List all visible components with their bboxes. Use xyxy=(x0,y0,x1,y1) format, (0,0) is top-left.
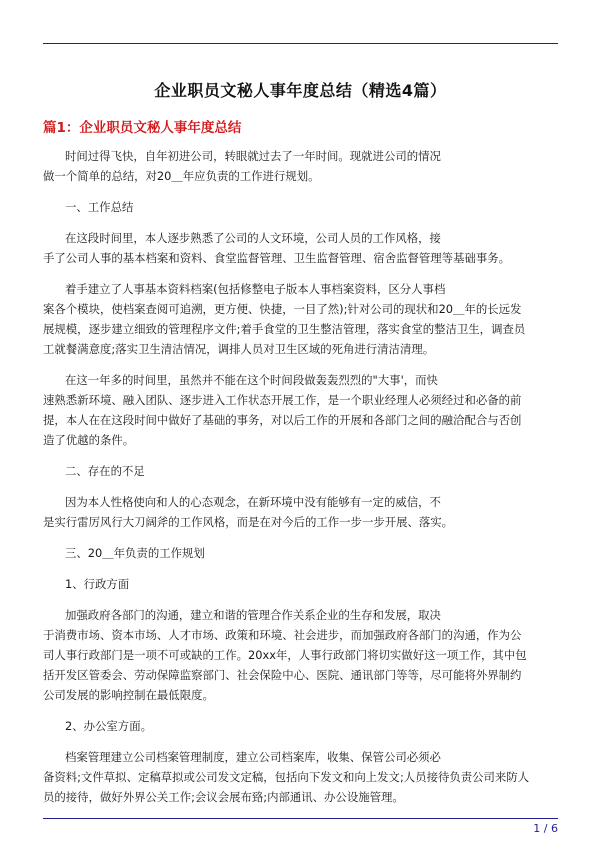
paragraph xyxy=(43,747,558,807)
paragraph xyxy=(43,492,558,532)
paragraph xyxy=(43,146,558,186)
footer-rule xyxy=(43,818,558,819)
paragraph-line: 做一个简单的总结，对20＿年应负责的工作进行规划。 xyxy=(43,169,320,183)
section-title: 篇1：企业职员文秘人事年度总结 xyxy=(43,120,242,136)
header-rule xyxy=(43,43,558,44)
paragraph-line: 括开发区管委会、劳动保障监察部门、社会保险中心、医院、通讯部门等等，尽可能将外界制约 xyxy=(43,668,522,682)
paragraph-line: 速熟悉新环境、融入团队、逐步进入工作状态开展工作，是一个职业经理人必须经过和必备的前 xyxy=(43,393,522,407)
paragraph-line: 工就餐满意度;落实卫生清洁情况，调排人员对卫生区域的死角进行清洁清理。 xyxy=(43,342,435,356)
paragraph-line: 二、存在的不足 xyxy=(65,464,145,478)
paragraph-line: 造了优越的条件。 xyxy=(43,433,135,447)
paragraph xyxy=(43,197,558,217)
paragraph-line: 档案管理建立公司档案管理制度，建立公司档案库，收集、保管公司必须必 xyxy=(65,750,441,764)
document-title: 企业职员文秘人事年度总结（精选4篇） xyxy=(154,81,447,100)
paragraph xyxy=(43,605,558,705)
paragraph-line: 手了公司人事的基本档案和资料、食堂监督管理、卫生监督管理、宿舍监督管理等基础事务。 xyxy=(43,251,511,265)
paragraph-line: 公司发展的影响控制在最低限度。 xyxy=(43,688,214,702)
paragraph xyxy=(43,279,558,359)
paragraph-line: 时间过得飞快，自年初进公司，转眼就过去了一年时间。现就进公司的情况 xyxy=(65,149,441,163)
paragraph-line: 2、办公室方面。 xyxy=(65,719,152,733)
paragraph xyxy=(43,461,558,481)
document-body xyxy=(43,146,558,818)
paragraph-line: 司人事行政部门是一项不可或缺的工作。20xx年，人事行政部门将切实做好这一项工作，其中包 xyxy=(43,648,527,662)
paragraph-line: 于消费市场、资本市场、人才市场、政策和环境、社会进步，而加强政府各部门的沟通，作为公 xyxy=(43,628,522,642)
paragraph-line: 备资料;文件草拟、定稿草拟或公司发文定稿，包括向下发文和向上发文;人员接待负责公司来防人 xyxy=(43,770,530,784)
paragraph-line: 着手建立了人事基本资料档案(包括修整电子版本人事档案资料，区分人事档 xyxy=(65,282,446,296)
paragraph xyxy=(43,716,558,736)
paragraph xyxy=(43,574,558,594)
paragraph-line: 三、20＿年负责的工作规划 xyxy=(65,546,205,560)
paragraph-line: 因为本人性格使向和人的心态观念，在新环境中没有能够有一定的威信，不 xyxy=(65,495,441,509)
paragraph-line: 展规模，逐步建立细致的管理程序文件;着手食堂的卫生整洁管理，落实食堂的整洁卫生，调查员 xyxy=(43,322,526,336)
paragraph xyxy=(43,228,558,268)
paragraph xyxy=(43,543,558,563)
paragraph-line: 提，本人在在这段时间中做好了基础的事务，对以后工作的开展和各部门之间的融洽配合与否创 xyxy=(43,413,522,427)
paragraph xyxy=(43,370,558,450)
paragraph-line: 是实行雷厉风行大刀阔斧的工作风格，而是在对今后的工作一步一步开展、落实。 xyxy=(43,515,454,529)
paragraph-line: 一、工作总结 xyxy=(65,200,134,214)
paragraph-line: 员的接待，做好外界公关工作;会议会展布臵;内部通讯、办公设施管理。 xyxy=(43,790,404,804)
paragraph-line: 加强政府各部门的沟通，建立和谐的管理合作关系企业的生存和发展，取决 xyxy=(65,608,441,622)
paragraph-line: 在这段时间里，本人逐步熟悉了公司的人文环境，公司人员的工作风格，接 xyxy=(65,231,441,245)
paragraph-line: 案各个模块，使档案查阅可追溯，更方便、快捷，一目了然);针对公司的现状和20＿年的长远发 xyxy=(43,302,522,316)
paragraph-line: 1、行政方面 xyxy=(65,577,130,591)
paragraph-line: 在这一年多的时间里，虽然并不能在这个时间段做轰轰烈烈的"大事'，而快 xyxy=(65,373,438,387)
page-number: 1 / 6 xyxy=(533,822,558,835)
